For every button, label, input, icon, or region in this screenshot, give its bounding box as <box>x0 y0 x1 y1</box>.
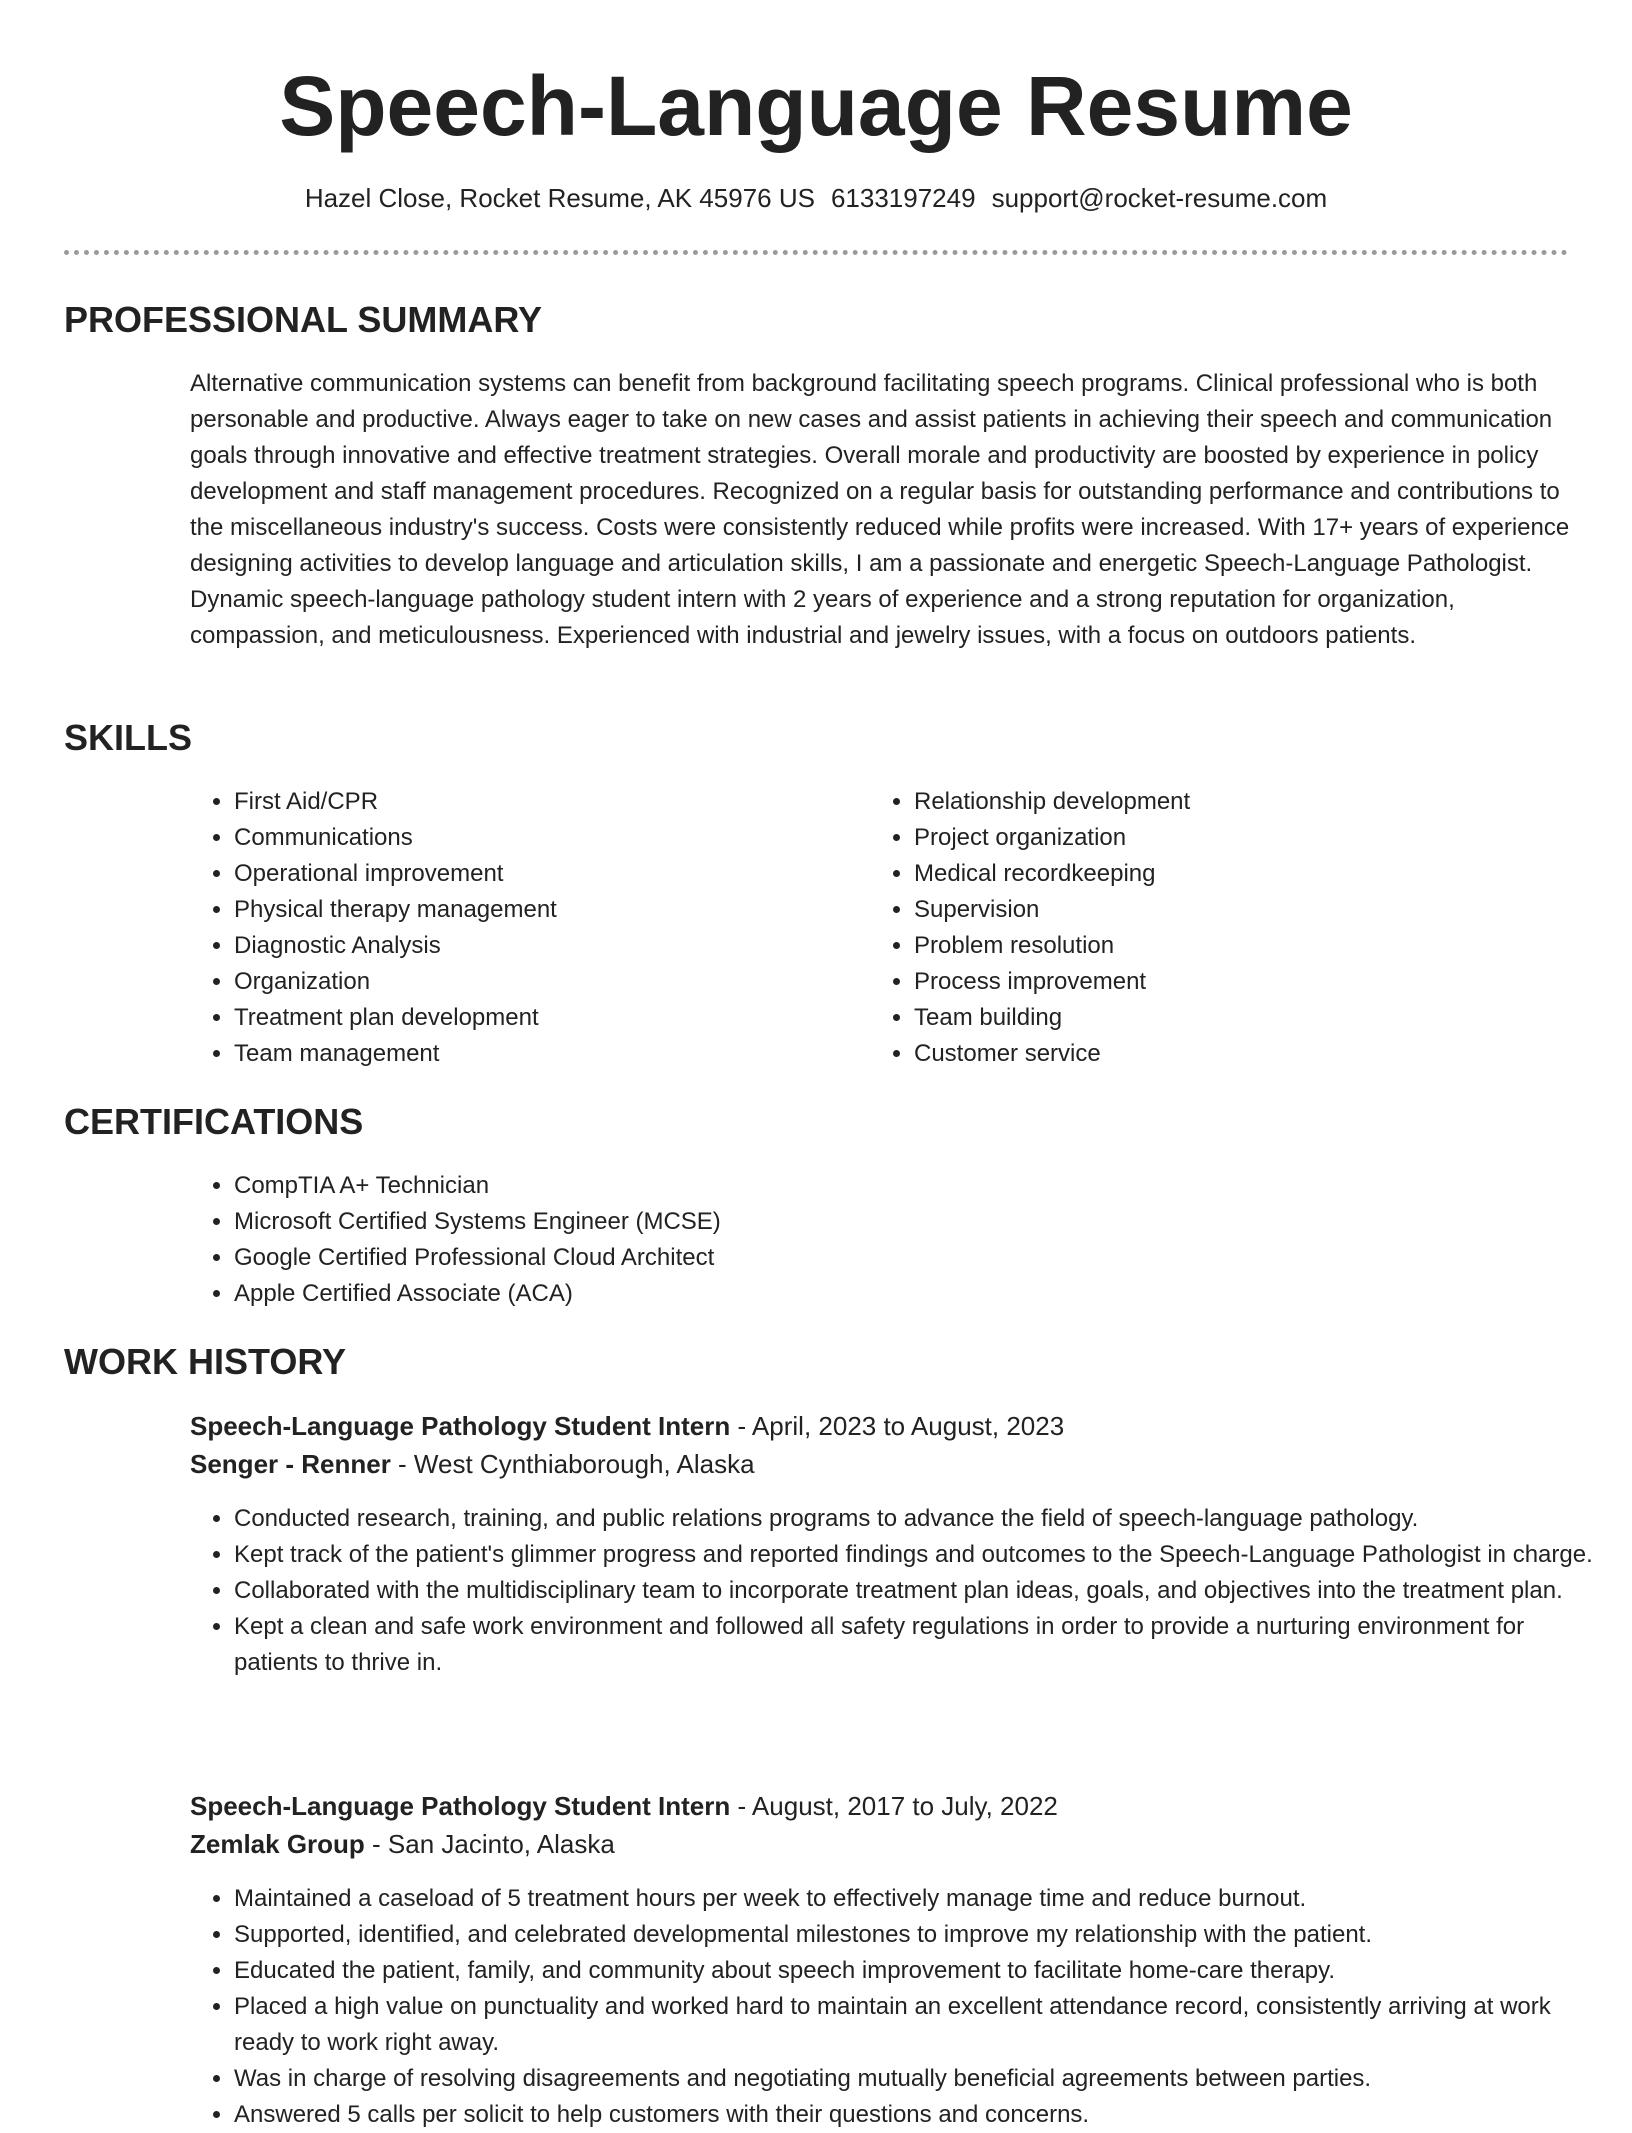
skill-item: • Operational improvement <box>234 856 874 892</box>
skill-item: • Diagnostic Analysis <box>234 928 874 964</box>
skill-item: • Physical therapy management <box>234 892 874 928</box>
skills-heading: SKILLS <box>64 717 193 758</box>
job-location: - San Jacinto, Alaska <box>364 1829 615 1859</box>
summary-text: Alternative communication systems can benefit from background facilitating speech programs. Clinical professional who is both personable and productive. Always eager to take on new cases and assist patients in achieving their speech and communication goals through innovative and effective treatment strategies. Overall morale and productivity are boosted by experience in policy development and staff management procedures. Recognized on a regular basis for outstanding performance and contributions to the miscellaneous industry's success. Costs were consistently reduced while profits were increased. With 17+ years of experience designing activities to develop language and articulation skills, I am a passionate and energetic Speech-Language Pathologist. Dynamic speech-language pathology student intern with 2 years of experience and a strong reputation for organization, compassion, and meticulousness. Experienced with industrial and jewelry issues, with a focus on outdoors patients. <box>190 370 1570 649</box>
skill-item: • Relationship development <box>914 784 1594 820</box>
skills-list-right <box>870 784 1594 1072</box>
job-bullet: • Educated the patient, family, and community about speech improvement to facilitate home-care therapy. <box>234 1953 1614 1989</box>
skill-item: • Process improvement <box>914 964 1594 1000</box>
job-bullet: • Kept a clean and safe work environment and followed all safety regulations in order to provide a nurturing environment for patients to thrive in. <box>234 1609 1614 1681</box>
contact-email: support@rocket-resume.com <box>991 183 1328 213</box>
skill-item: • Organization <box>234 964 874 1000</box>
skills-list-left <box>190 784 874 1072</box>
certification-item: • Google Certified Professional Cloud Architect <box>234 1240 1614 1276</box>
job-location: - West Cynthiaborough, Alaska <box>390 1449 755 1479</box>
job-company-line <box>190 1825 615 1863</box>
certification-item: • Microsoft Certified Systems Engineer (MCSE) <box>234 1204 1614 1240</box>
summary-heading: PROFESSIONAL SUMMARY <box>64 299 543 340</box>
job-dates: - April, 2023 to August, 2023 <box>730 1411 1065 1441</box>
job-bullet: • Was in charge of resolving disagreements and negotiating mutually beneficial agreements between parties. <box>234 2061 1614 2097</box>
skill-item: • Team management <box>234 1036 874 1072</box>
contact-phone: 6133197249 <box>830 183 976 213</box>
contact-line <box>0 180 1632 216</box>
job-bullet: • Placed a high value on punctuality and worked hard to maintain an excellent attendance record, consistently arriving at work ready to work right away. <box>234 1989 1614 2061</box>
header-divider <box>64 250 1568 255</box>
job-bullet: • Conducted research, training, and public relations programs to advance the field of speech-language pathology. <box>234 1501 1614 1537</box>
job-bullet: • Kept track of the patient's glimmer progress and reported findings and outcomes to the Speech-Language Pathologist in charge. <box>234 1537 1614 1573</box>
certifications-heading: CERTIFICATIONS <box>64 1101 364 1142</box>
job-company: Senger - Renner <box>190 1449 391 1479</box>
skill-item: • First Aid/CPR <box>234 784 874 820</box>
skill-item: • Communications <box>234 820 874 856</box>
skill-item: • Treatment plan development <box>234 1000 874 1036</box>
certification-item: • Apple Certified Associate (ACA) <box>234 1276 1614 1312</box>
skill-item: • Customer service <box>914 1036 1594 1072</box>
job-dates: - August, 2017 to July, 2022 <box>730 1791 1058 1821</box>
certifications-list <box>190 1168 1614 1312</box>
contact-address: Hazel Close, Rocket Resume, AK 45976 US <box>304 183 815 213</box>
work-history-heading: WORK HISTORY <box>64 1341 347 1382</box>
job-title-line <box>190 1407 1064 1445</box>
skill-item: • Project organization <box>914 820 1594 856</box>
job-bullet: • Supported, identified, and celebrated developmental milestones to improve my relationship with the patient. <box>234 1917 1614 1953</box>
certification-item: • CompTIA A+ Technician <box>234 1168 1614 1204</box>
job-title-line <box>190 1787 1058 1825</box>
job-company-line <box>190 1445 755 1483</box>
skill-item: • Problem resolution <box>914 928 1594 964</box>
job-bullets <box>190 1881 1614 2133</box>
skill-item: • Team building <box>914 1000 1594 1036</box>
job-bullets <box>190 1501 1614 1681</box>
job-bullet: • Collaborated with the multidisciplinary team to incorporate treatment plan ideas, goals, and objectives into the treatment plan. <box>234 1573 1614 1609</box>
resume-title: Speech-Language Resume <box>279 59 1353 153</box>
skill-item: • Medical recordkeeping <box>914 856 1594 892</box>
skill-item: • Supervision <box>914 892 1594 928</box>
job-bullet: • Maintained a caseload of 5 treatment hours per week to effectively manage time and reduce burnout. <box>234 1881 1614 1917</box>
job-company: Zemlak Group <box>190 1829 365 1859</box>
job-title: Speech-Language Pathology Student Intern <box>190 1411 731 1441</box>
job-bullet: • Answered 5 calls per solicit to help customers with their questions and concerns. <box>234 2097 1614 2133</box>
job-title: Speech-Language Pathology Student Intern <box>190 1791 731 1821</box>
